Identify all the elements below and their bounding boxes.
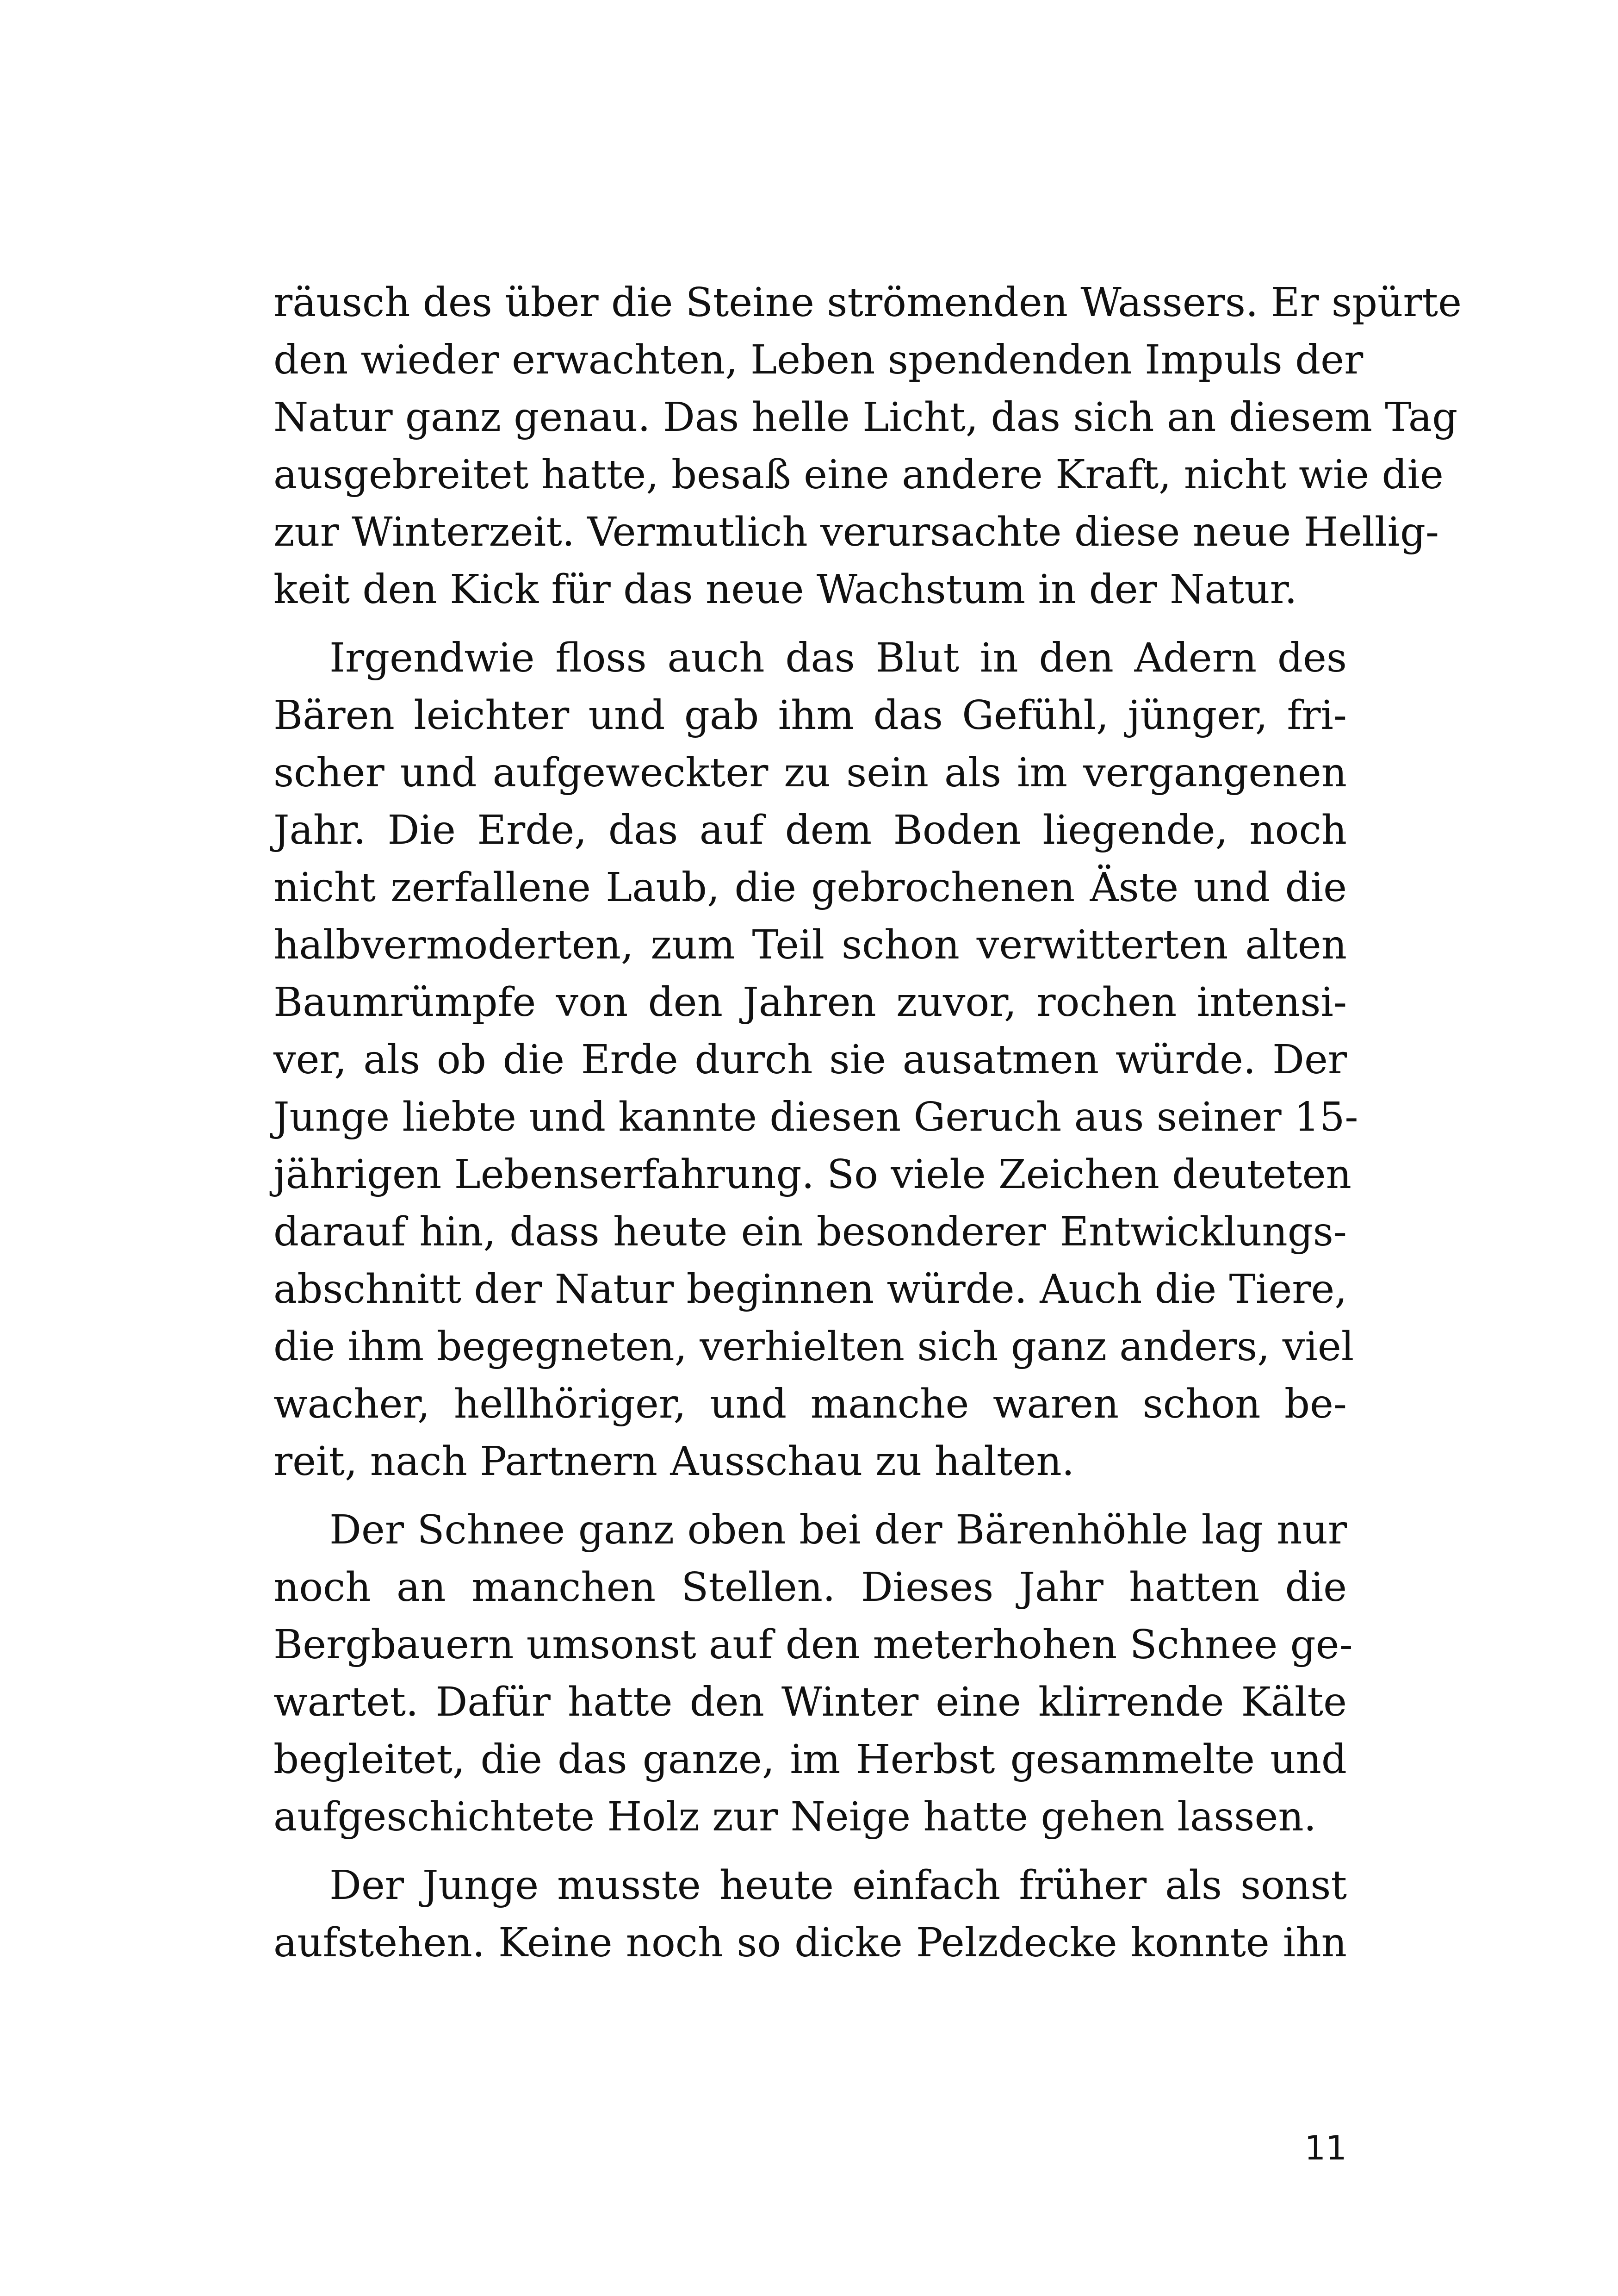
text-line: keit den Kick für das neue Wachstum in der Natur. bbox=[273, 566, 1297, 613]
text-line: Irgendwie floss auch das Blut in den Adern des bbox=[329, 635, 1347, 681]
text-line: Bären leichter und gab ihm das Gefühl, jünger, fri- bbox=[273, 692, 1347, 739]
text-line: räusch des über die Steine strömenden Wassers. Er spürte bbox=[273, 280, 1462, 326]
text-line: wacher, hellhöriger, und manche waren schon be- bbox=[273, 1381, 1347, 1427]
text-line: zur Winterzeit. Vermutlich verursachte diese neue Hellig- bbox=[273, 509, 1439, 555]
text-line: die ihm begegneten, verhielten sich ganz anders, viel bbox=[273, 1324, 1354, 1370]
text-line: ver, als ob die Erde durch sie ausatmen würde. Der bbox=[273, 1037, 1347, 1083]
text-line: nicht zerfallene Laub, die gebrochenen Äste und die bbox=[273, 865, 1347, 911]
text-line: darauf hin, dass heute ein besonderer Entwicklungs- bbox=[273, 1209, 1347, 1255]
text-line: den wieder erwachten, Leben spendenden Impuls der bbox=[273, 337, 1364, 383]
paragraph-4 bbox=[273, 1857, 1347, 1972]
text-line: Natur ganz genau. Das helle Licht, das sich an diesem Tag bbox=[273, 394, 1458, 441]
text-line: ausgebreitet hatte, besaß eine andere Kraft, nicht wie die bbox=[273, 452, 1444, 498]
text-line: begleitet, die das ganze, im Herbst gesammelte und bbox=[273, 1736, 1347, 1783]
text-line: Baumrümpfe von den Jahren zuvor, rochen intensi- bbox=[273, 979, 1347, 1026]
text-line: aufstehen. Keine noch so dicke Pelzdecke konnte ihn bbox=[273, 1920, 1347, 1966]
body-text bbox=[273, 274, 1462, 1983]
text-line: halbvermoderten, zum Teil schon verwitterten alten bbox=[273, 922, 1347, 968]
text-line: Junge liebte und kannte diesen Geruch aus seiner 15- bbox=[273, 1094, 1358, 1140]
text-line: jährigen Lebenserfahrung. So viele Zeichen deuteten bbox=[273, 1151, 1351, 1198]
text-line: reit, nach Partnern Ausschau zu halten. bbox=[273, 1438, 1075, 1485]
paragraph-3 bbox=[273, 1501, 1353, 1846]
text-line: Jahr. Die Erde, das auf dem Boden liegende, noch bbox=[273, 807, 1347, 853]
paragraph-1 bbox=[273, 274, 1462, 618]
text-line: abschnitt der Natur beginnen würde. Auch die Tiere, bbox=[273, 1266, 1347, 1313]
text-line: scher und aufgeweckter zu sein als im vergangenen bbox=[273, 750, 1347, 796]
text-line: noch an manchen Stellen. Dieses Jahr hatten die bbox=[273, 1564, 1347, 1611]
text-line: Bergbauern umsonst auf den meterhohen Schnee ge- bbox=[273, 1622, 1353, 1668]
page-number: 11 bbox=[1304, 2128, 1347, 2167]
text-line: Der Junge musste heute einfach früher als sonst bbox=[329, 1862, 1347, 1909]
paragraph-2 bbox=[273, 629, 1358, 1490]
text-line: Der Schnee ganz oben bei der Bärenhöhle lag nur bbox=[329, 1507, 1347, 1553]
text-line: aufgeschichtete Holz zur Neige hatte gehen lassen. bbox=[273, 1794, 1317, 1840]
text-line: wartet. Dafür hatte den Winter eine klirrende Kälte bbox=[273, 1679, 1347, 1725]
